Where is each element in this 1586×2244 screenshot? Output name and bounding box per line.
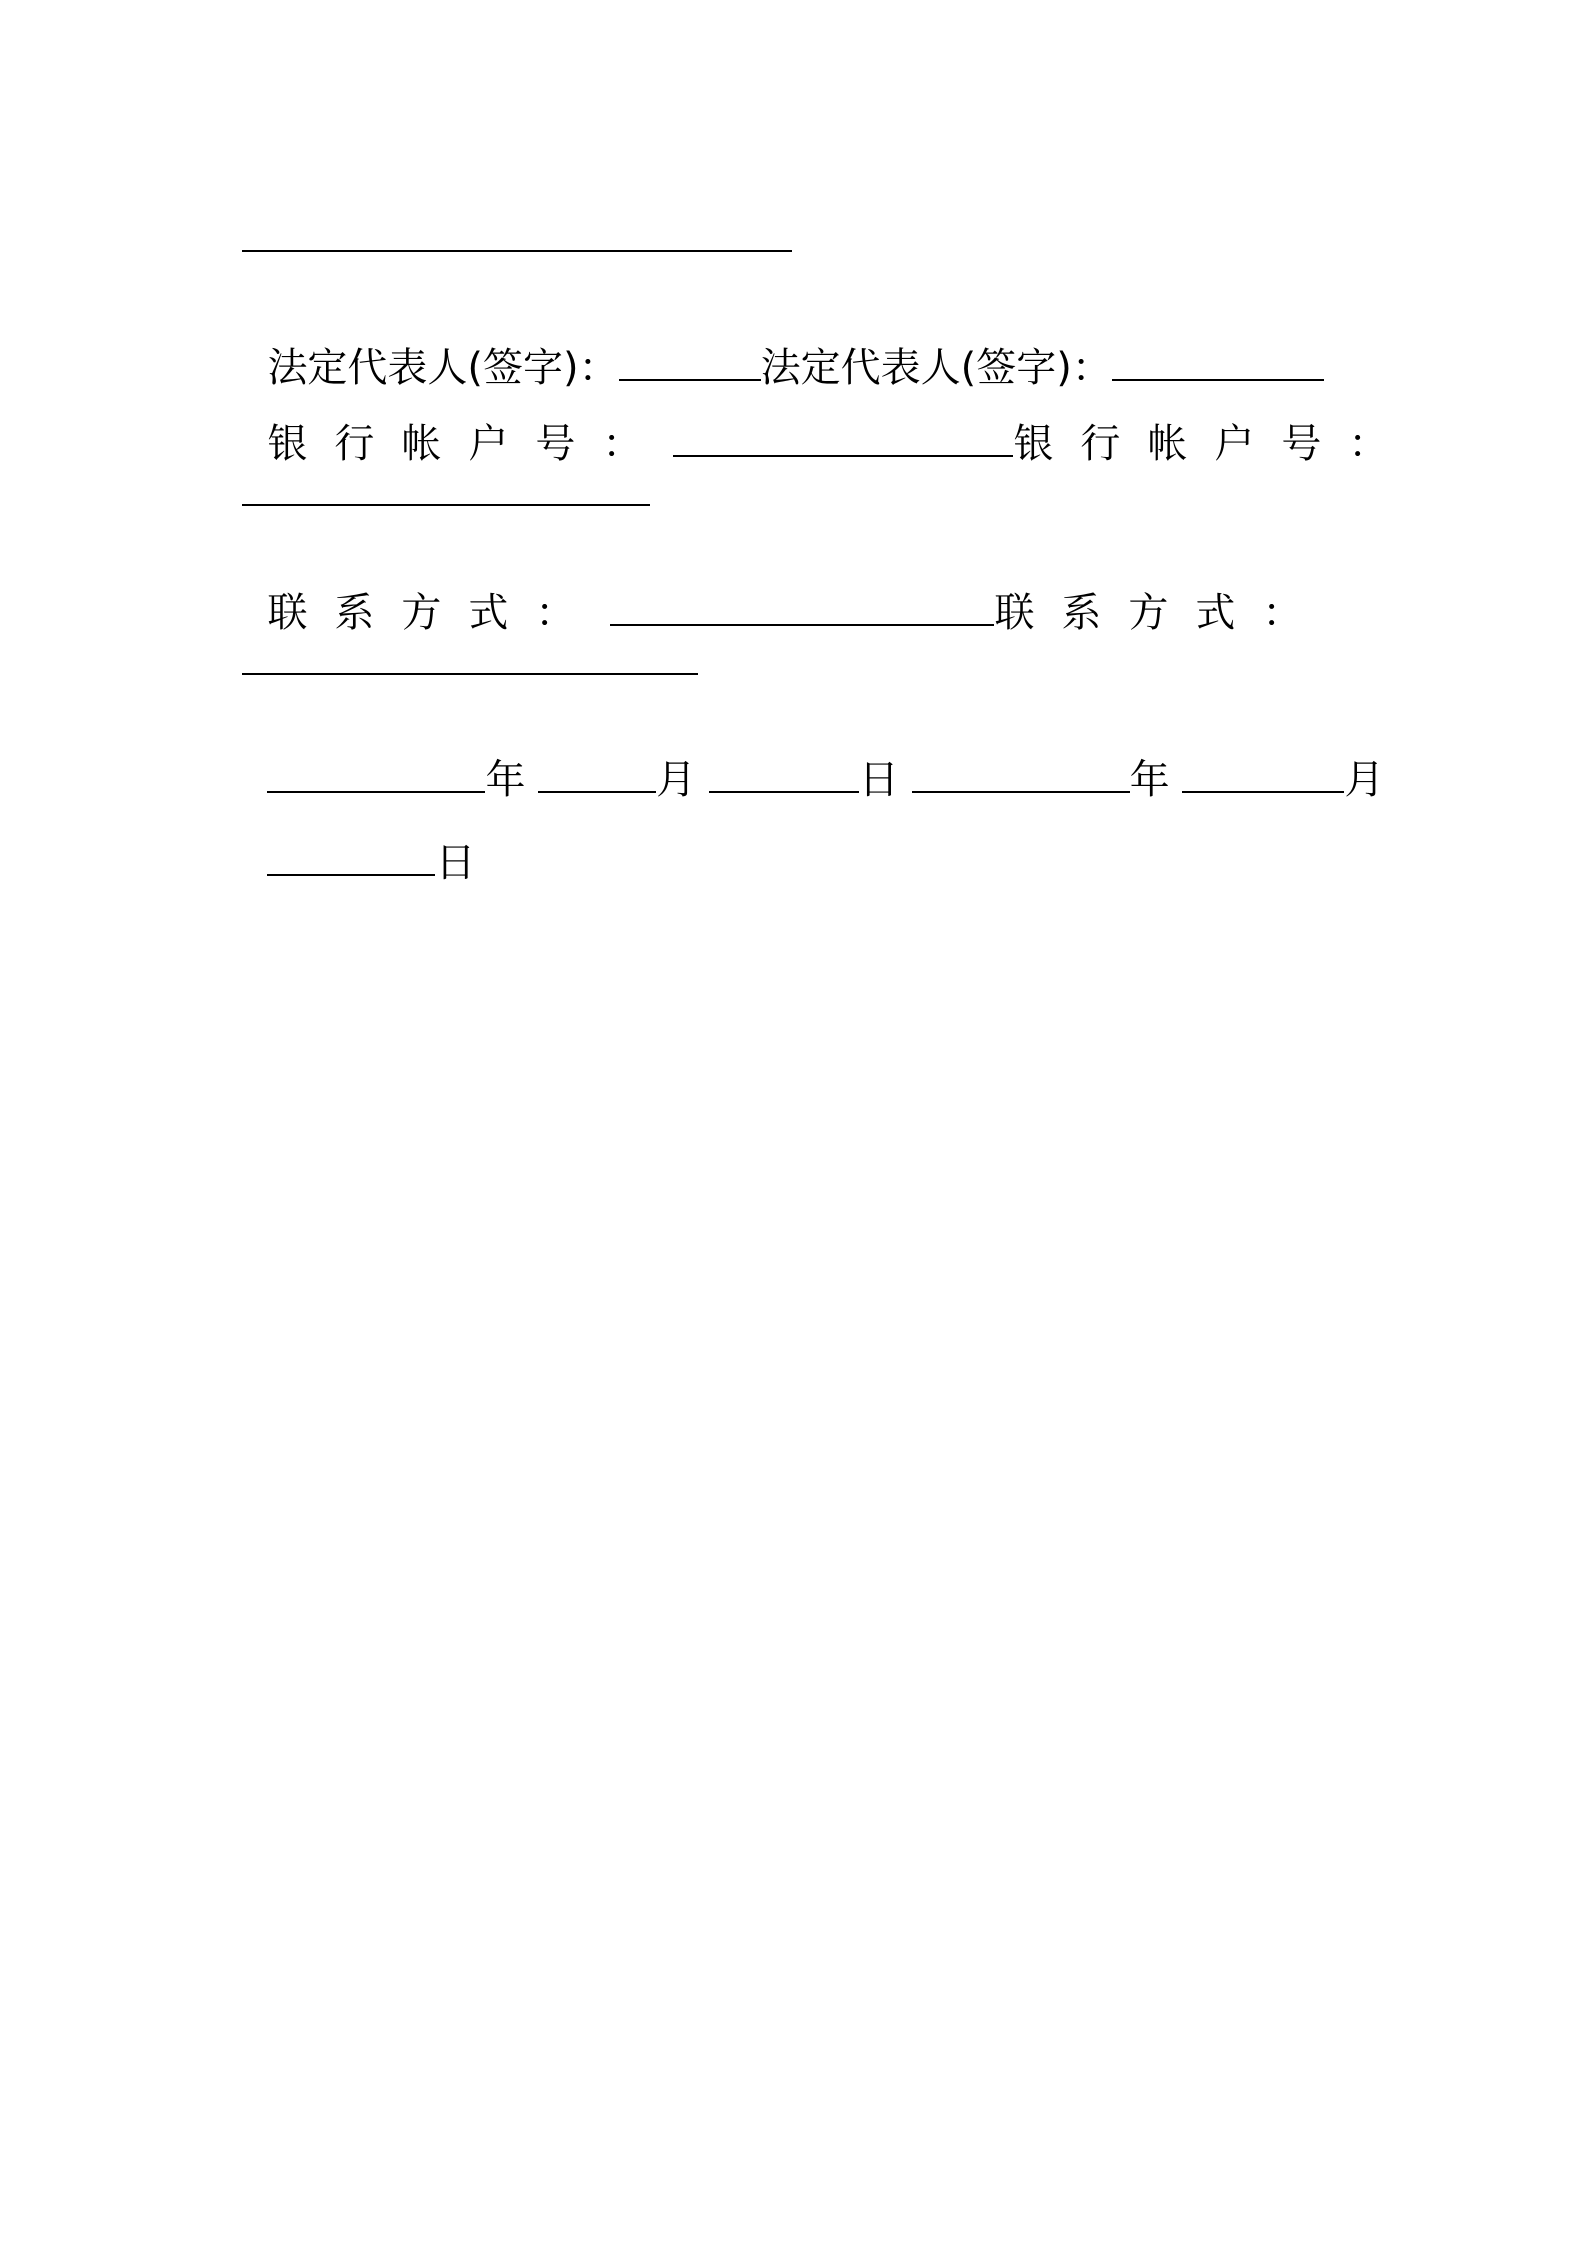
month-label-a: 月 bbox=[656, 757, 697, 803]
bank-row bbox=[242, 371, 1416, 467]
signature-label-a: 法定代表人(签字)： bbox=[267, 345, 619, 391]
bank-blank-a[interactable] bbox=[673, 419, 1013, 457]
day-blank-b[interactable] bbox=[267, 838, 435, 876]
day-label-a: 日 bbox=[858, 757, 899, 803]
contact-blank-a[interactable] bbox=[610, 588, 994, 626]
year-blank-b[interactable] bbox=[912, 755, 1130, 793]
month-blank-a[interactable] bbox=[538, 755, 656, 793]
month-blank-b[interactable] bbox=[1182, 755, 1344, 793]
month-label-b: 月 bbox=[1344, 757, 1385, 803]
bank-blank-b[interactable] bbox=[242, 504, 650, 506]
contact-label-a: 联系方式： bbox=[267, 590, 603, 636]
day-label-b: 日 bbox=[435, 840, 476, 886]
year-label-a: 年 bbox=[485, 757, 526, 803]
contact-row bbox=[242, 540, 1330, 636]
date-row-2 bbox=[242, 790, 476, 886]
top-blank-line bbox=[242, 250, 792, 252]
signature-label-b: 法定代表人(签字)： bbox=[760, 345, 1112, 391]
year-blank-a[interactable] bbox=[267, 755, 485, 793]
date-row bbox=[242, 707, 1385, 803]
bank-label-a: 银行帐户号： bbox=[267, 421, 670, 467]
signature-row bbox=[242, 295, 1324, 391]
day-blank-a[interactable] bbox=[709, 755, 859, 793]
contact-blank-b[interactable] bbox=[242, 673, 698, 675]
year-label-b: 年 bbox=[1129, 757, 1170, 803]
bank-label-b: 银行帐户号： bbox=[1013, 421, 1416, 467]
contact-label-b: 联系方式： bbox=[994, 590, 1330, 636]
